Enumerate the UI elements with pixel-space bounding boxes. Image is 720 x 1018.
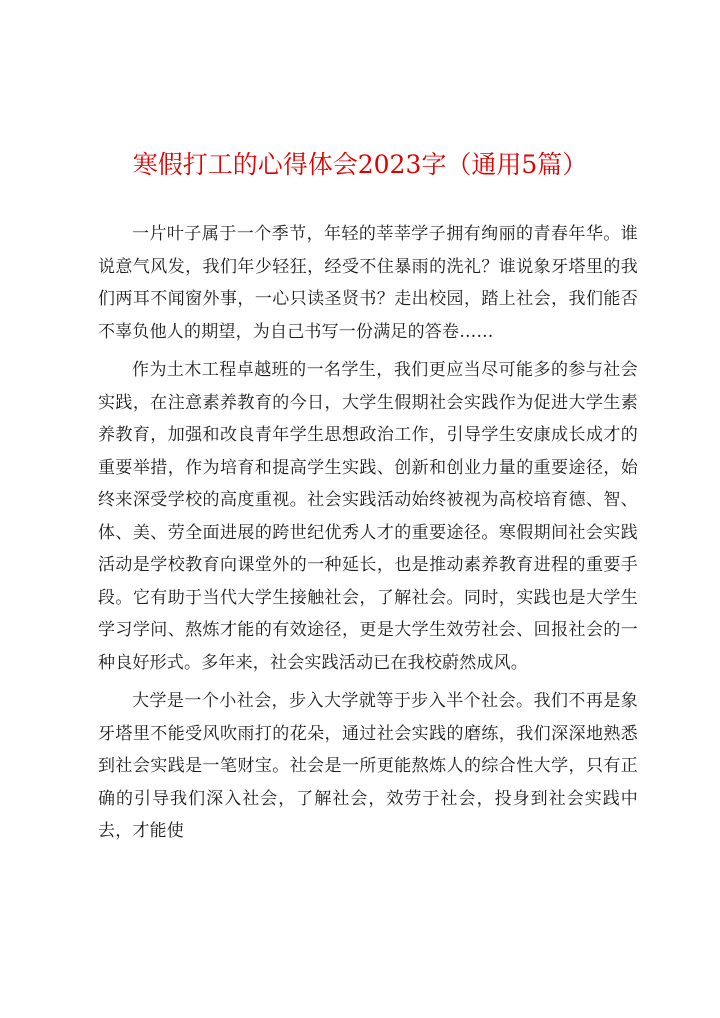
paragraph-3: 大学是一个小社会，步入大学就等于步入半个社会。我们不再是象牙塔里不能受风吹雨打的花朵，通过社会实践的磨练，我们深深地熟悉到社会实践是一笔财宝。社会是一所更能熬炼人的综合性大学，只有正确的引导我们深入社会，了解社会，效劳于社会，投身到社会实践中去，才能使 <box>98 691 638 841</box>
document-body <box>98 218 638 854</box>
paragraph-2: 作为土木工程卓越班的一名学生，我们更应当尽可能多的参与社会实践，在注意素养教育的今日，大学生假期社会实践作为促进大学生素养教育，加强和改良青年学生思想政治工作，引导学生安康成长成才的重要举措，作为培育和提高学生实践、创新和创业力量的重要途径，始终来深受学校的高度重视。社会实践活动始终被视为高校培育德、智、体、美、劳全面进展的跨世纪优秀人才的重要途径。寒假期间社会实践活动是学校教育向课堂外的一种延长，也是推动素养教育进程的重要手段。它有助于当代大学生接触社会，了解社会。同时，实践也是大学生学习学问、熬炼才能的有效途径，更是大学生效劳社会、回报社会的一种良好形式。多年来，社会实践活动已在我校蔚然成风。 <box>98 360 638 673</box>
paragraph-1: 一片叶子属于一个季节，年轻的莘莘学子拥有绚丽的青春年华。谁说意气风发，我们年少轻狂，经受不住暴雨的洗礼？谁说象牙塔里的我们两耳不闻窗外事，一心只读圣贤书？走出校园，踏上社会，我们能否不辜负他人的期望，为自己书写一份满足的答卷…… <box>98 224 638 342</box>
document-title: 寒假打工的心得体会2023字（通用5篇） <box>132 150 588 179</box>
